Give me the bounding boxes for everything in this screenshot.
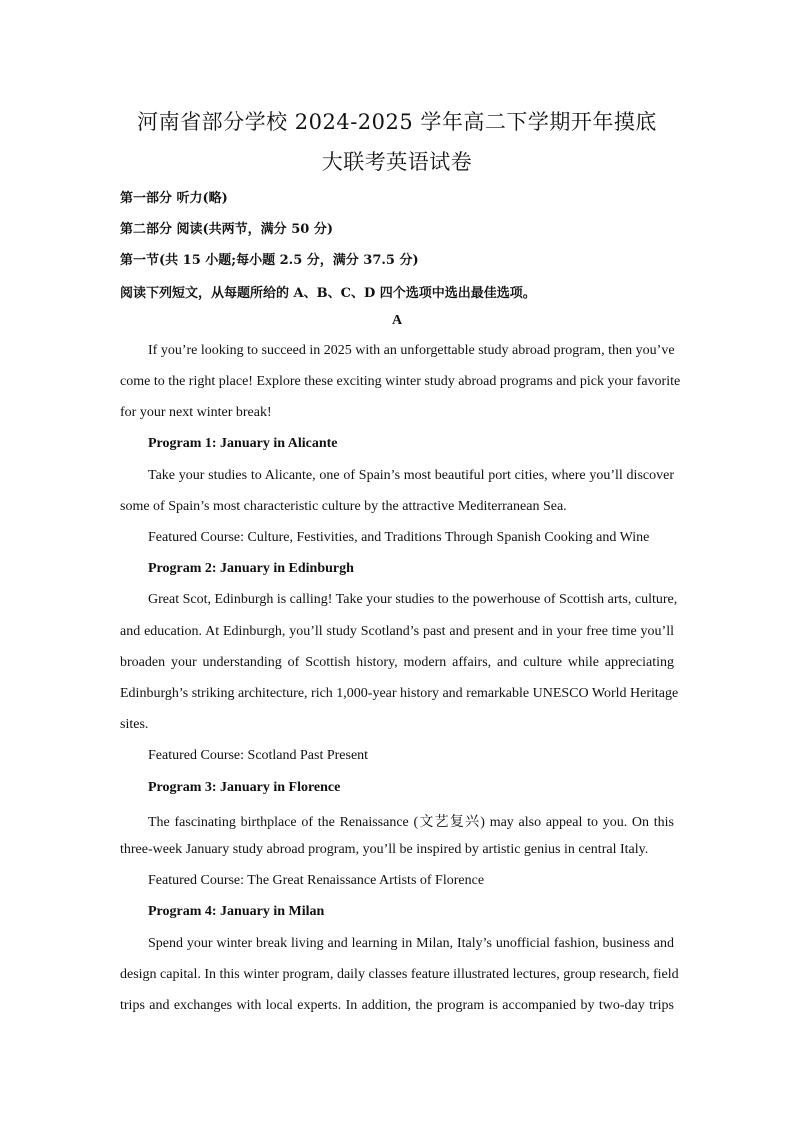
part1-heading: 第一部分 听力(略) [120,191,228,206]
program-text-line: and education. At Edinburgh, you’ll study Scotland’s past and present and in your free time you’ll [120,624,674,639]
program-heading: Program 2: January in Edinburgh [148,561,354,576]
passage-label: A [391,313,403,328]
exam-title-line1: 河南省部分学校 2024-2025 学年高二下学期开年摸底 [137,110,657,134]
program-text-line: sites. [120,717,149,732]
program-text-line: trips and exchanges with local experts. In addition, the program is accompanied by two-day trips [120,998,674,1013]
program-text-line: Take your studies to Alicante, one of Spain’s most beautiful port cities, where you’ll discover [148,468,674,483]
intro-line: If you’re looking to succeed in 2025 with an unforgettable study abroad program, then you’ve [148,343,675,358]
program-heading: Program 3: January in Florence [148,780,341,795]
program-text-line: Spend your winter break living and learning in Milan, Italy’s unofficial fashion, business and [148,936,674,951]
program-text-line: three-week January study abroad program, you’ll be inspired by artistic genius in central Italy. [120,842,649,857]
program-text-line: The fascinating birthplace of the Renaissance (文艺复兴) may also appeal to you. On this [148,815,674,830]
intro-line: come to the right place! Explore these exciting winter study abroad programs and pick your favorite [120,374,681,389]
instruction-text: 阅读下列短文，从每题所给的 A、B、C、D 四个选项中选出最佳选项。 [120,286,536,301]
program-text-line: some of Spain’s most characteristic culture by the attractive Mediterranean Sea. [120,499,567,514]
featured-course: Featured Course: The Great Renaissance Artists of Florence [148,873,485,888]
intro-line: for your next winter break! [120,405,272,420]
part2-heading: 第二部分 阅读(共两节，满分 50 分) [120,222,333,237]
program-text-line: broaden your understanding of Scottish history, modern affairs, and culture while appreciating [120,655,674,670]
featured-course: Featured Course: Culture, Festivities, and Traditions Through Spanish Cooking and Wine [148,530,650,545]
program-text-line: Great Scot, Edinburgh is calling! Take your studies to the powerhouse of Scottish arts, culture, [148,592,678,607]
section1-heading: 第一节(共 15 小题;每小题 2.5 分，满分 37.5 分) [120,253,419,268]
featured-course: Featured Course: Scotland Past Present [148,748,369,763]
program-heading: Program 4: January in Milan [148,904,325,919]
program-text-line: Edinburgh’s striking architecture, rich 1,000-year history and remarkable UNESCO World Heritage [120,686,679,701]
program-text-line: design capital. In this winter program, daily classes feature illustrated lectures, group research, field [120,967,679,982]
exam-title-line2: 大联考英语试卷 [321,150,473,174]
program-heading: Program 1: January in Alicante [148,436,338,451]
